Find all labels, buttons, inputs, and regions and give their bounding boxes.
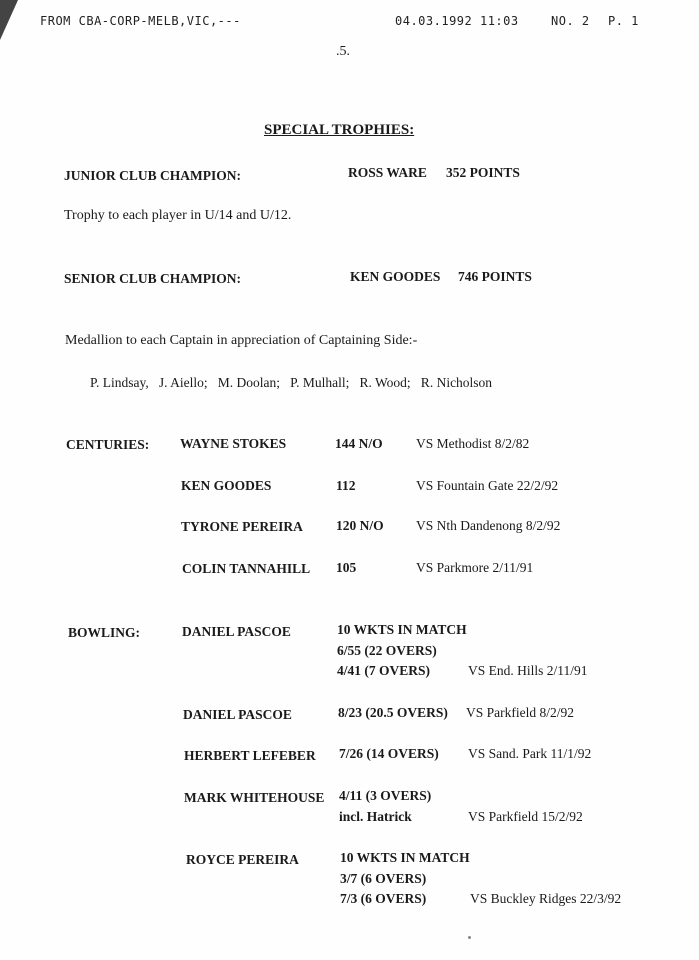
bowling-figure: 4/11 (3 OVERS) xyxy=(339,788,432,803)
century-name: WAYNE STOKES xyxy=(180,436,287,451)
junior-label: JUNIOR CLUB CHAMPION: xyxy=(64,168,241,183)
bowling-figure: 8/23 (20.5 OVERS) xyxy=(338,705,448,720)
bowling-figure: 4/41 (7 OVERS) xyxy=(337,663,431,678)
century-name: KEN GOODES xyxy=(181,478,272,493)
fax-datetime: 04.03.1992 11:03 xyxy=(395,14,519,28)
fax-number: NO. 2 xyxy=(551,14,590,28)
junior-name: ROSS WARE xyxy=(348,165,427,180)
junior-note: Trophy to each player in U/14 and U/12. xyxy=(64,208,292,223)
bowling-opponent: VS Sand. Park 11/1/92 xyxy=(468,746,592,761)
century-opponent: VS Methodist 8/2/82 xyxy=(416,436,530,451)
bowling-opponent: VS Parkfield 15/2/92 xyxy=(468,809,583,824)
medallion-text: Medallion to each Captain in appreciation of Captaining Side:- xyxy=(65,333,418,348)
bowler-name: HERBERT LEFEBER xyxy=(184,748,316,763)
century-name: TYRONE PEREIRA xyxy=(181,519,303,534)
bowling-figure: 6/55 (22 OVERS) xyxy=(337,643,437,658)
century-score: 120 N/O xyxy=(336,518,384,533)
bowling-figure: 10 WKTS IN MATCH xyxy=(340,850,470,865)
bowling-figure: 10 WKTS IN MATCH xyxy=(337,622,467,637)
bowling-label: BOWLING: xyxy=(68,625,141,640)
bowling-figure: 7/3 (6 OVERS) xyxy=(340,891,427,906)
fax-from: FROM CBA-CORP-MELB,VIC,--- xyxy=(40,14,241,28)
century-name: COLIN TANNAHILL xyxy=(182,561,311,576)
junior-points: 352 POINTS xyxy=(446,165,520,180)
page-corner-shadow xyxy=(0,0,18,40)
senior-points: 746 POINTS xyxy=(458,269,532,284)
fax-page: P. 1 xyxy=(608,14,639,28)
century-opponent: VS Parkmore 2/11/91 xyxy=(416,560,534,575)
bowling-figure: incl. Hatrick xyxy=(339,809,412,824)
centuries-label: CENTURIES: xyxy=(66,437,150,452)
page-title: SPECIAL TROPHIES: xyxy=(264,122,415,138)
century-opponent: VS Fountain Gate 22/2/92 xyxy=(416,478,559,493)
senior-label: SENIOR CLUB CHAMPION: xyxy=(64,271,242,286)
scan-speck xyxy=(468,936,471,939)
bowling-opponent: VS Buckley Ridges 22/3/92 xyxy=(470,891,622,906)
bowling-opponent: VS Parkfield 8/2/92 xyxy=(466,705,574,720)
bowling-opponent: VS End. Hills 2/11/91 xyxy=(468,663,588,678)
captains-list: P. Lindsay, J. Aiello; M. Doolan; P. Mulhall; R. Wood; R. Nicholson xyxy=(90,375,493,390)
century-score: 105 xyxy=(336,560,357,575)
bowling-figure: 7/26 (14 OVERS) xyxy=(339,746,439,761)
bowler-name: MARK WHITEHOUSE xyxy=(184,790,325,805)
bowler-name: ROYCE PEREIRA xyxy=(186,852,299,867)
page-number: .5. xyxy=(336,44,350,59)
bowler-name: DANIEL PASCOE xyxy=(183,707,292,722)
bowling-figure: 3/7 (6 OVERS) xyxy=(340,871,427,886)
century-opponent: VS Nth Dandenong 8/2/92 xyxy=(416,518,561,533)
bowler-name: DANIEL PASCOE xyxy=(182,624,291,639)
century-score: 112 xyxy=(336,478,356,493)
century-score: 144 N/O xyxy=(335,436,383,451)
senior-name: KEN GOODES xyxy=(350,269,441,284)
